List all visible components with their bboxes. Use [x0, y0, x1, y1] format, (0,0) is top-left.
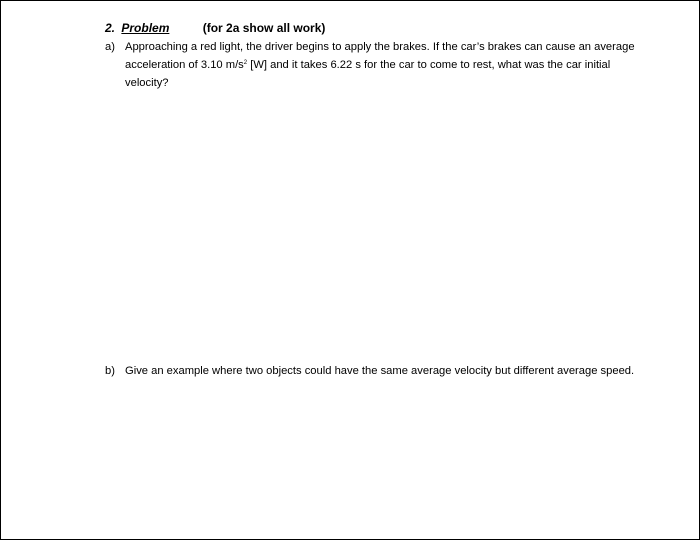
problem-title: Problem [121, 21, 170, 35]
question-a [105, 38, 635, 92]
question-a-text-after: [W] and it takes 6.22 s for the car to come to rest, what was the car initial velocity? [125, 59, 611, 89]
question-b [105, 362, 635, 380]
question-a-text-before: Approaching a red light, the driver begins to apply the brakes. If the car’s brakes can cause an average acceleration of 3.10 m/s [125, 41, 635, 71]
question-a-superscript: 2 [243, 60, 248, 66]
problem-number: 2. [105, 21, 116, 35]
problem-heading [105, 19, 325, 37]
question-a-text [125, 38, 635, 92]
problem-note: (for 2a show all work) [202, 21, 326, 35]
question-a-letter: a) [105, 41, 115, 53]
question-b-text: Give an example where two objects could have the same average velocity but different average speed. [125, 365, 635, 377]
question-b-letter: b) [105, 365, 115, 377]
